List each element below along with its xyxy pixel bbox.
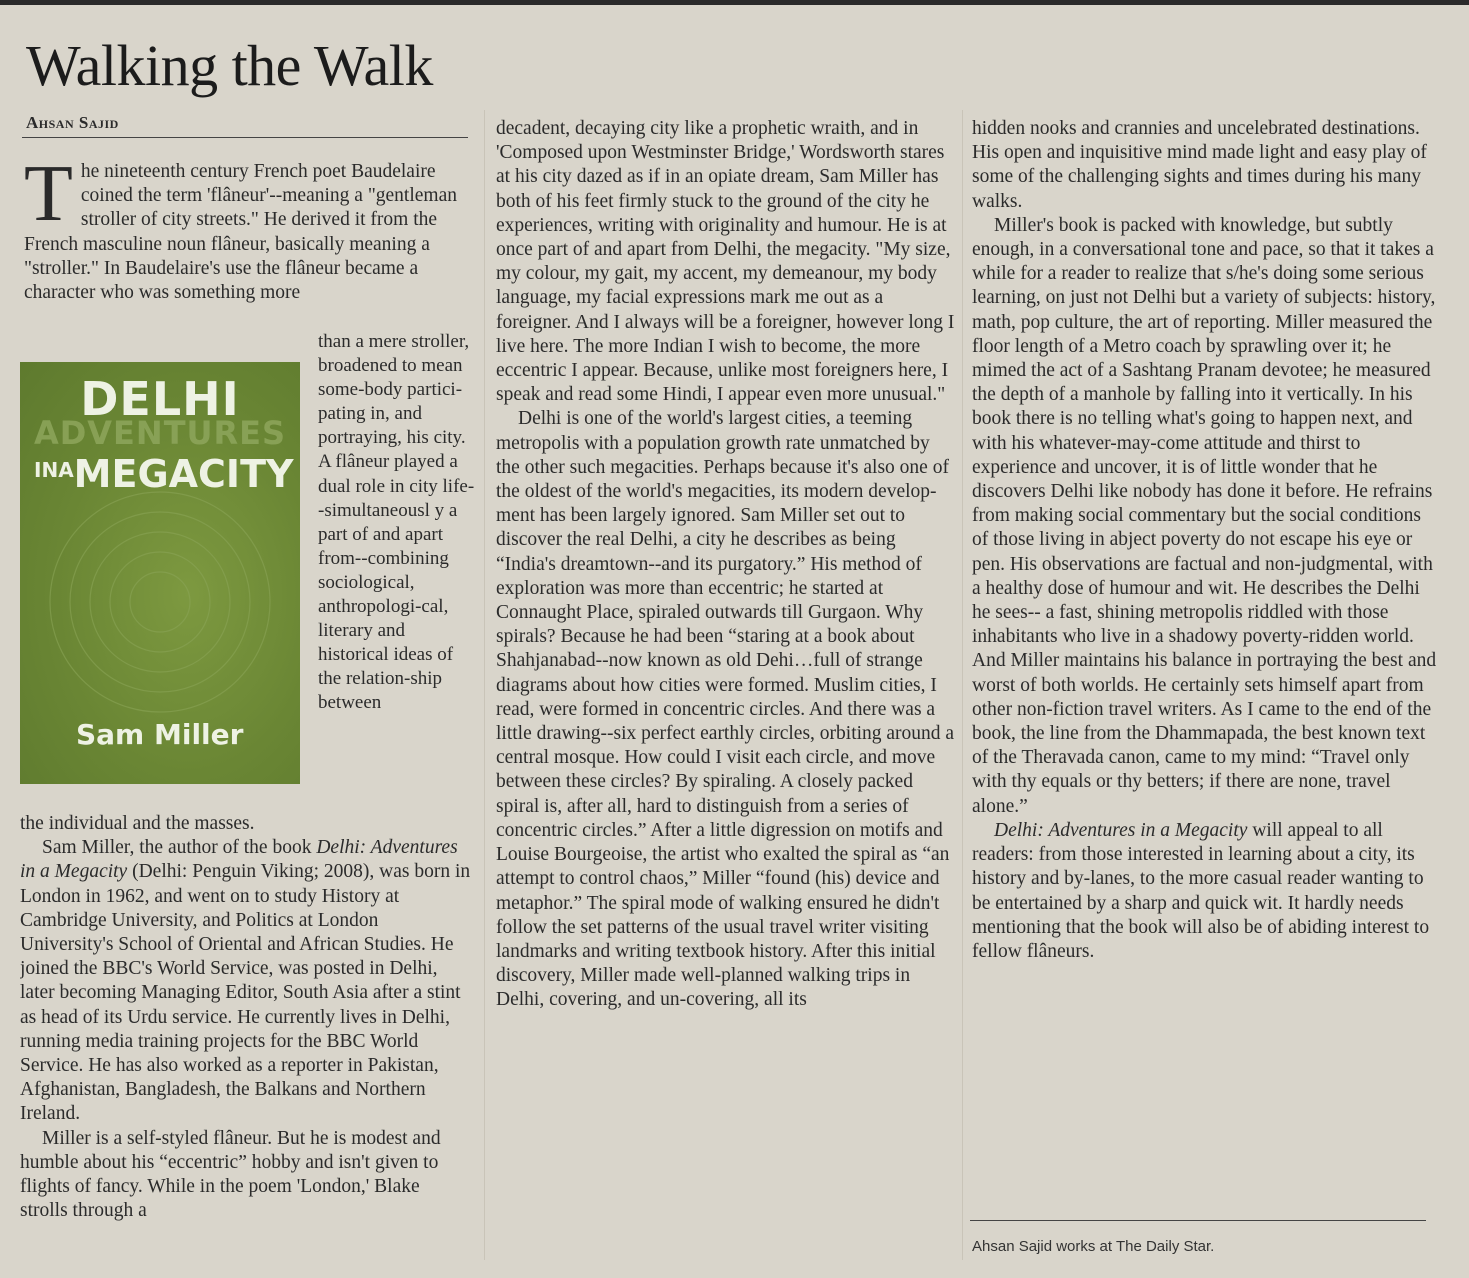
wrap-text: than a mere stroller, broadened to mean some-body partici-pating in, and portraying, his city. A flâneur played a dual role in city life--simultaneousl y a part of and apart from--combining sociological, anthropologi-cal, literary and historical ideas of the relation-ship between (318, 331, 475, 714)
cover-megacity: MEGACITY (73, 452, 294, 496)
column-divider (962, 110, 963, 1260)
text-run: Sam Miller, the author of the book (42, 837, 317, 859)
text-run: will appeal to all readers: from those interested in learning about a city, its history and by-lanes, to the more casual reader wanting to be entertained by a sharp and quick wit. It hardly needs mentioning that the book will also be of abiding interest to fellow flâneurs. (972, 819, 1430, 962)
column-1-lower (20, 812, 472, 1252)
book-title: Delhi: Adventures in a Megacity (20, 837, 458, 883)
article-title: Walking the Walk (26, 33, 433, 98)
drop-cap: T (24, 160, 73, 238)
column-1-intro (24, 160, 472, 330)
cover-a: A (58, 458, 74, 482)
paragraph: hidden nooks and crannies and uncelebrated destinations. His open and inquisitive mind made light and easy play of some of the challenging sights and times during his many walks. (972, 118, 1427, 212)
top-border (0, 0, 1469, 5)
paragraph (20, 836, 472, 1126)
column-2 (496, 117, 956, 1257)
column-1-wrap (318, 330, 478, 814)
paragraph (972, 819, 1442, 964)
text-run: (Delhi: Penguin Viking; 2008), was born in London in 1962, and went on to study History at Cambridge University, and Politics at London University's School of Oriental and African Studies. He joined the BBC's World Service, was posted in Delhi, later becoming Managing Editor, South Asia after a stint as head of its Urdu service. He currently lives in Delhi, running media training projects for the BBC World Service. He has also worked as a reporter in Pakistan, Afghanistan, Bangladesh, the Balkans and Northern Ireland. (20, 861, 471, 1125)
paragraph: Delhi is one of the world's largest cities, a teeming metropolis with a population growth rate unmatched by the other such megacities. Perhaps because it's also one of the oldest of the world's megacities, its modern develop-ment has been largely ignored. Sam Miller set out to discover the real Delhi, a city he describes as being “India's dreamtown--and its purgatory.” His method of exploration was more than eccentric; he started at Connaught Place, spiraled outwards till Gurgaon. Why spirals? Because he had been “staring at a book about Shahjanabad--now known as old Dehi…full of strange diagrams about how cities were formed. Muslim cities, I read, were formed in concentric circles. And there was a little drawing--six perfect earthly circles, orbiting around a central mosque. How could I visit each circle, and move between these circles? By spiraling. A closely packed spiral is, after all, hard to distinguish from a series of concentric circles.” After a little digression on motifs and Louise Bourgeoise, the artist who exalted the spiral as “an attempt to control chaos,” Miller “found (his) device and metaphor.” The spiral mode of walking ensured he didn't follow the set patterns of the usual travel writer visiting landmarks and writing textbook history. After this initial discovery, Miller made well-planned walking trips in Delhi, covering, and un-covering, all its (496, 408, 955, 1011)
paragraph: Miller's book is packed with knowledge, but subtly enough, in a conversational tone and pace, so that it takes a while for a reader to realize that s/he's doing some serious learning, on just not Delhi but a variety of subjects: history, math, pop culture, the art of reporting. Miller measured the floor length of a Metro coach by sprawling over it; he mimed the act of a Sashtang Pranam devotee; he measured the depth of a manhole by falling into it vertically. In his book there is no telling what's going to happen next, and with his whatever-may-come attitude and thirst to experience and uncover, it is of little wonder that he discovers Delhi like nobody has done it before. He refrains from making social commentary but the social conditions of those living in abject poverty do not escape his eye or pen. His observations are factual and non-judgmental, with a healthy dose of humour and wit. He describes the Delhi he sees-- a fast, shining metropolis riddled with those inhabitants who live in a shadowy poverty-ridden world. And Miller maintains his balance in portraying the best and worst of both worlds. He certainly sets himself apart from other non-fiction travel writers. As I came to the end of the book, the line from the Dhammapada, the best known text of the Theravada canon, came to my mind: “Travel only with thy equals or thy betters; if there are none, travel alone.” (972, 214, 1437, 817)
cover-title-adventures: ADVENTURES (33, 414, 287, 452)
cover-title-megacity (34, 452, 294, 496)
cover-in: IN (34, 458, 59, 482)
byline: Ahsan Sajid (26, 113, 119, 132)
intro-text: he nineteenth century French poet Baudelaire coined the term 'flâneur'--meaning a "gentleman stroller of city streets." He derived it from the French masculine noun flâneur, basically meaning a "stroller." In Baudelaire's use the flâneur became a character who was something more (24, 161, 457, 304)
footer-rule (970, 1220, 1426, 1221)
byline-rule (22, 137, 468, 138)
paragraph: decadent, decaying city like a prophetic wraith, and in 'Composed upon Westminster Bridge,' Wordsworth stares at his city dazed as if in an opiate dream, Sam Miller has both of his feet firmly stuck to the ground of the city he experiences, writing with originality and humour. He is at once part of and apart from Delhi, the megacity. "My size, my colour, my gait, my accent, my demeanour, my body language, my facial expressions mark me out as a foreigner. And I always will be a foreigner, however long I live here. The more Indian I wish to become, the more eccentric I appear. Because, unlike most foreigners here, I speak and read some Hindi, I appear even more unusual." (496, 118, 955, 406)
paragraph: Miller is a self-styled flâneur. But he is modest and humble about his “eccentric” hobby and isn't given to flights of fancy. While in the poem 'London,' Blake strolls through a (20, 1127, 441, 1222)
author-note: Ahsan Sajid works at The Daily Star. (972, 1238, 1215, 1255)
book-title: Delhi: Adventures in a Megacity (994, 819, 1248, 841)
book-cover-image (20, 362, 300, 784)
cover-author: Sam Miller (76, 718, 244, 751)
paragraph: the individual and the masses. (20, 813, 255, 834)
column-divider (484, 110, 485, 1260)
cover-title-delhi: DELHI (80, 372, 240, 426)
column-3 (972, 117, 1442, 1167)
